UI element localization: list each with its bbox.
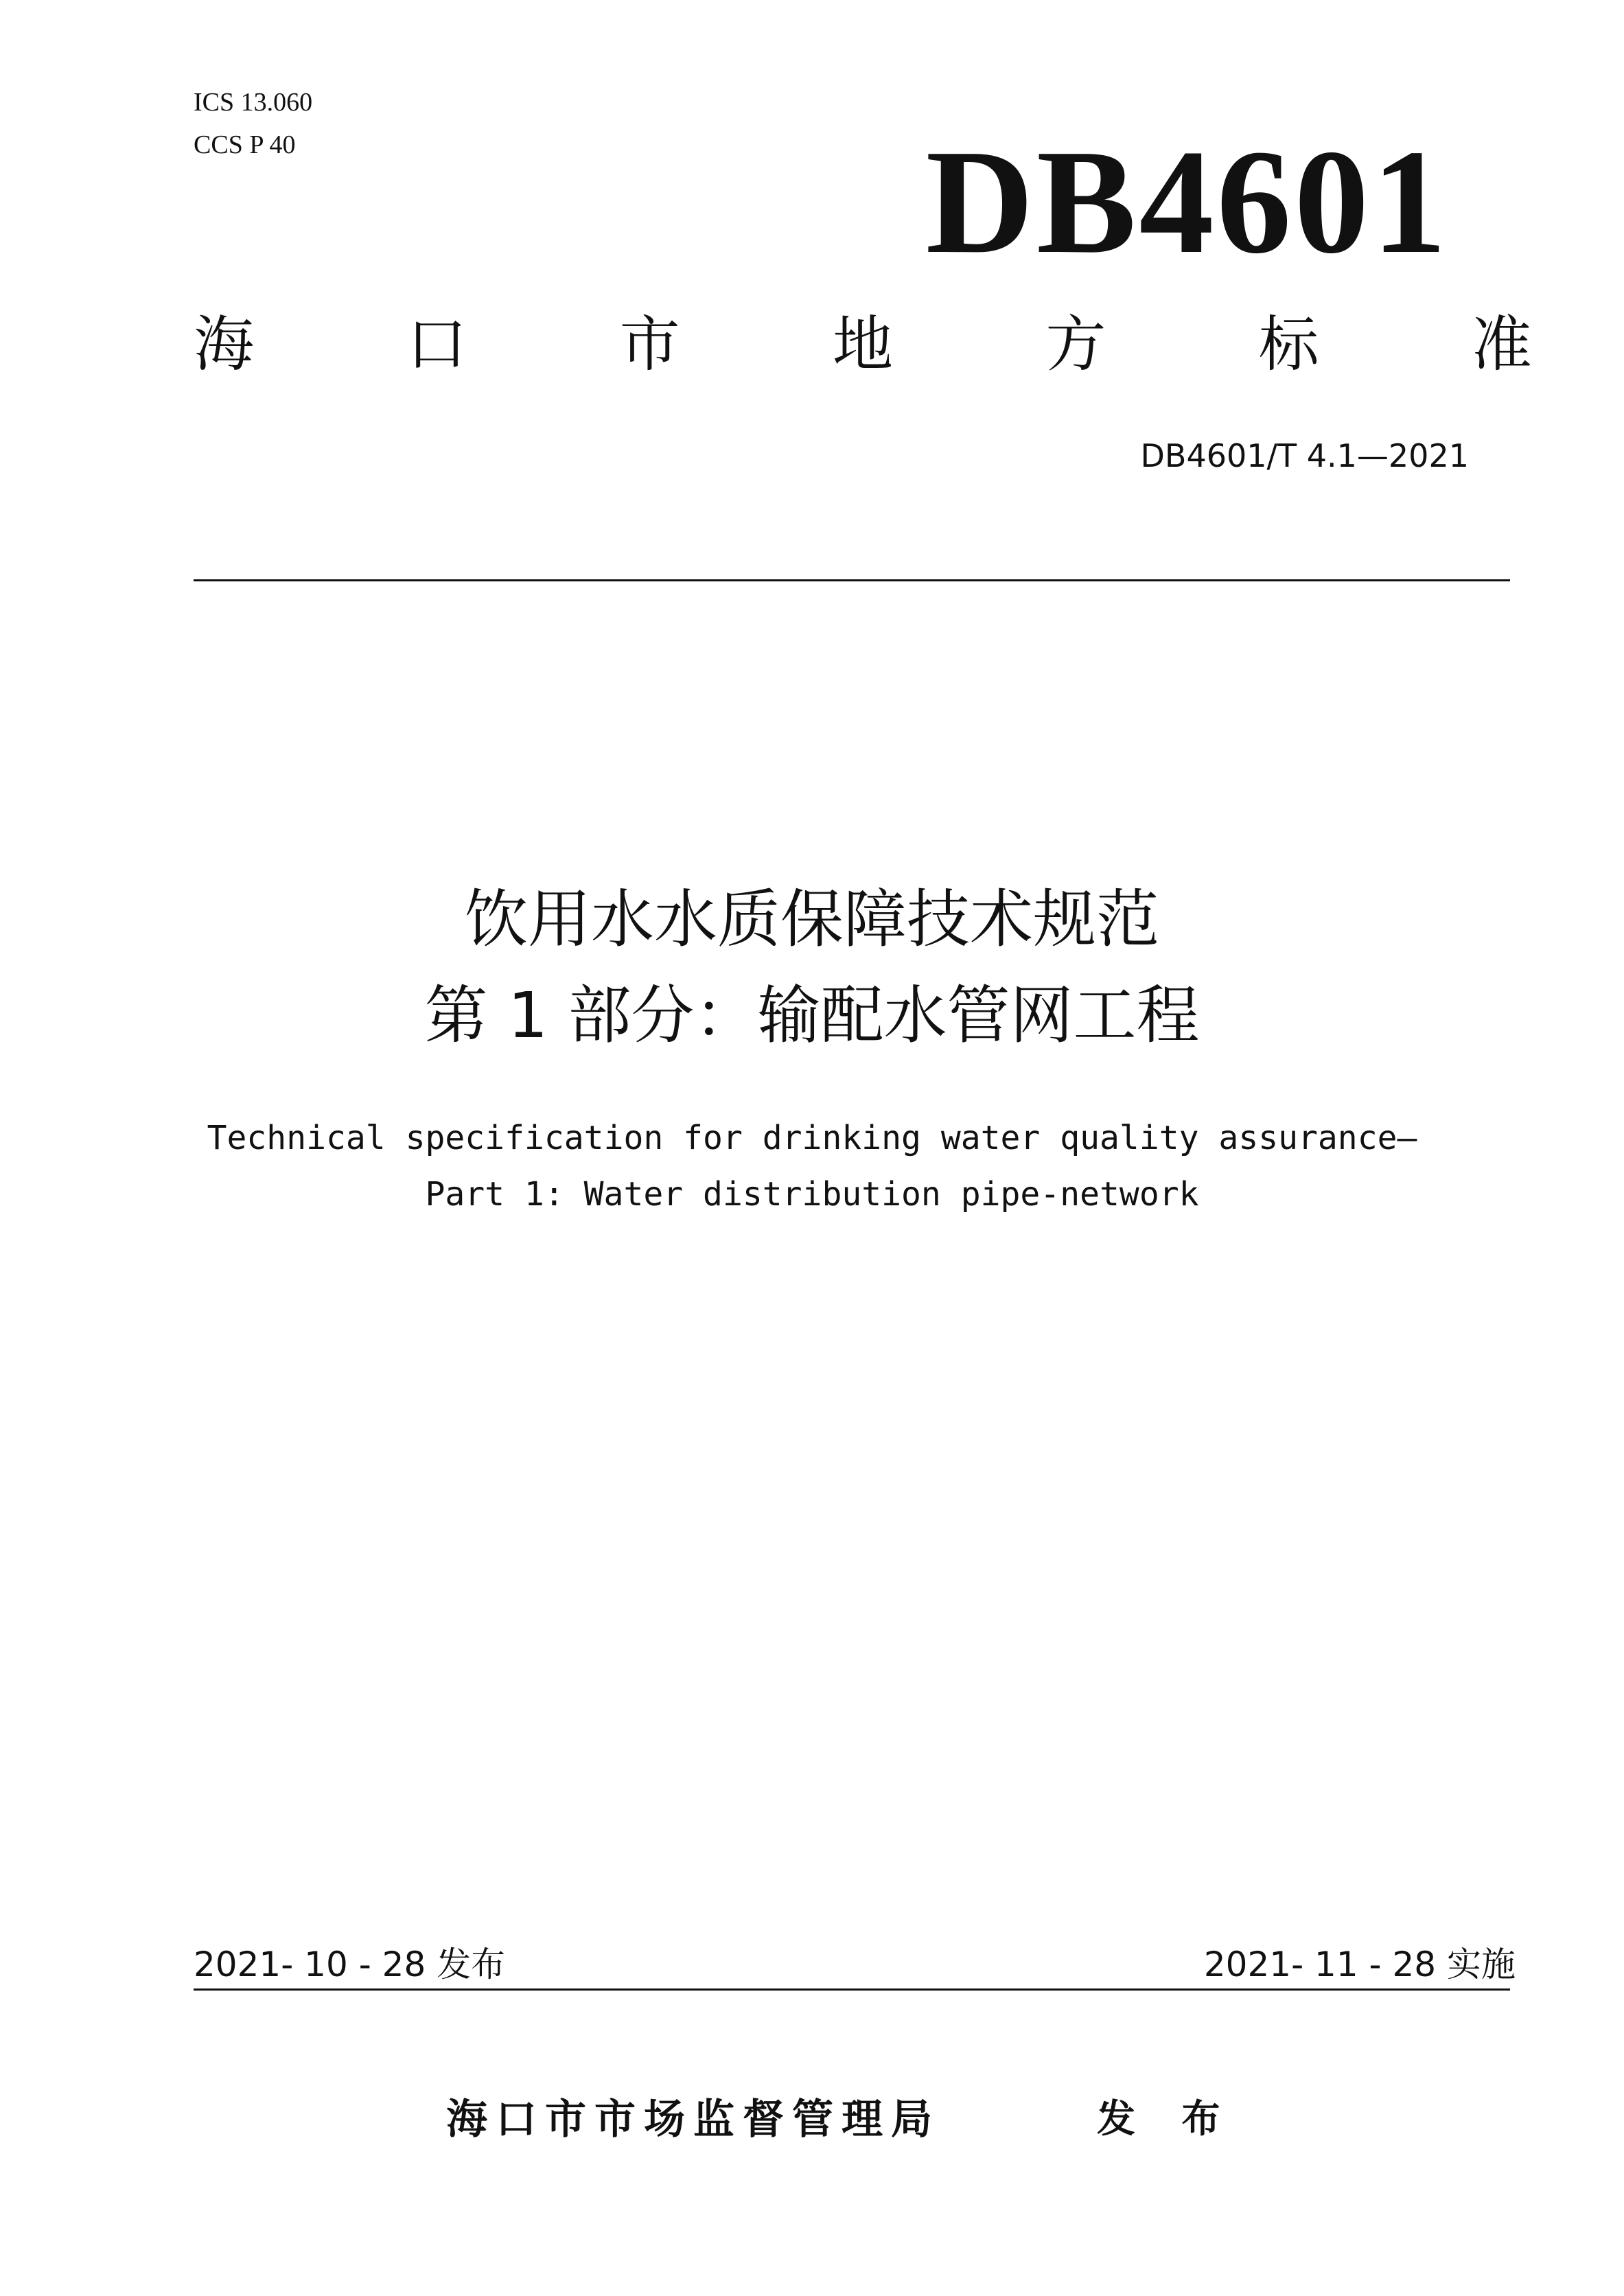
english-title-line-1: Technical specification for drinking water quality assurance— [207,1119,1417,1157]
standard-type-char: 标 [1258,309,1319,380]
standard-type-char: 地 [832,309,893,380]
classification-codes [194,81,312,166]
standard-type-char: 准 [1471,309,1532,380]
ccs-code: CCS P 40 [194,130,296,159]
issue-date: 2021- 10 - 28 发布 [194,1945,506,1984]
english-title-line-2: Part 1: Water distribution pipe-network [425,1175,1199,1214]
publisher-name: 海口市市场监督管理局 [446,2096,940,2144]
implementation-date: 2021- 11 - 28 实施 [1203,1945,1516,1984]
standard-type-title [194,310,1532,379]
standard-type-char: 口 [406,309,467,380]
ics-code: ICS 13.060 [194,88,313,117]
standard-type-char: 海 [194,309,255,380]
standard-type-char: 市 [619,309,680,380]
chinese-title-line-2: 第 1 部分：输配水管网工程 [424,979,1200,1052]
standard-number: DB4601/T 4.1—2021 [1140,437,1469,474]
publish-label: 发 布 [1097,2097,1237,2142]
header-divider [194,579,1510,581]
chinese-title-line-1: 饮用水水质保障技术规范 [464,883,1159,956]
standard-code-large: DB4601 [925,119,1450,285]
footer-divider [194,1988,1510,1991]
standard-type-char: 方 [1045,309,1106,380]
